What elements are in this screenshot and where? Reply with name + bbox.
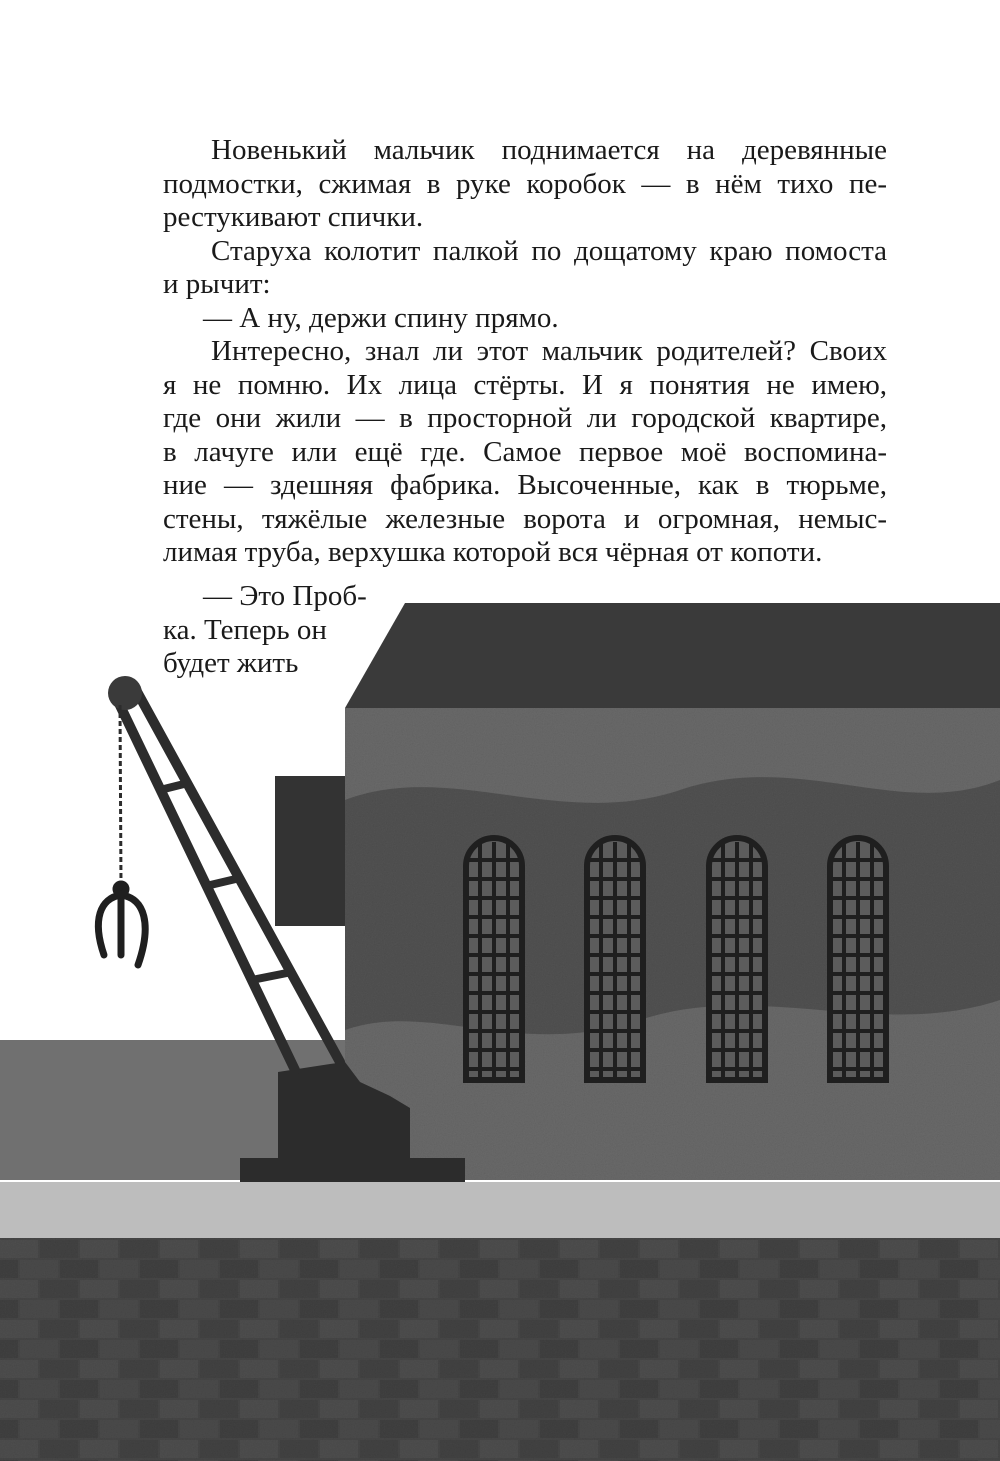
crane-pulley: [108, 676, 142, 710]
paragraph: [163, 335, 887, 570]
text-line: и рычит:: [163, 268, 271, 300]
text-line: ка. Теперь он: [163, 613, 327, 646]
text-line: я не помню. Их лица стёрты. И я понятия не имею,: [163, 368, 887, 401]
text-line: будет жить: [163, 647, 299, 679]
text-line: ние — здешняя фабрика. Высоченные, как в тюрьме,: [163, 469, 887, 501]
wrapped-dialogue: [163, 580, 367, 681]
text-line: — Это Проб-: [203, 580, 367, 612]
paragraph: [163, 302, 887, 336]
text-line: стены, тяжёлые железные ворота и огромная, немыс-: [163, 502, 887, 535]
factory-annex: [275, 776, 355, 926]
body-text: [163, 134, 887, 570]
text-line: лимая труба, верхушка которой вся чёрная от копоти.: [163, 536, 823, 568]
pavement: [0, 1182, 1000, 1238]
brick-wall: [0, 1238, 1000, 1461]
paragraph: [163, 134, 887, 235]
text-line: подмостки, сжимая в руке коробок — в нём тихо пе-: [163, 167, 887, 200]
text-line: рестукивают спички.: [163, 201, 424, 233]
text-line: Интересно, знал ли этот мальчик родителей? Своих: [211, 335, 887, 367]
arched-window: [587, 838, 643, 1080]
text-line: Старуха колотит палкой по дощатому краю помоста: [211, 234, 887, 267]
text-line: где они жили — в просторной ли городской квартире,: [163, 402, 887, 434]
arched-window: [709, 838, 765, 1080]
text-line: — А ну, держи спину прямо.: [203, 301, 559, 334]
crane-claw: [98, 884, 145, 965]
text-line: в лачуге или ещё где. Самое первое моё воспомина-: [163, 435, 887, 468]
arched-window: [466, 838, 522, 1080]
factory-roof: [345, 603, 1000, 708]
paragraph: [163, 235, 887, 302]
text-line: Новенький мальчик поднимается на деревянные: [211, 134, 887, 166]
arched-window: [830, 838, 886, 1080]
wall-smoke-shading: [345, 777, 1000, 1034]
